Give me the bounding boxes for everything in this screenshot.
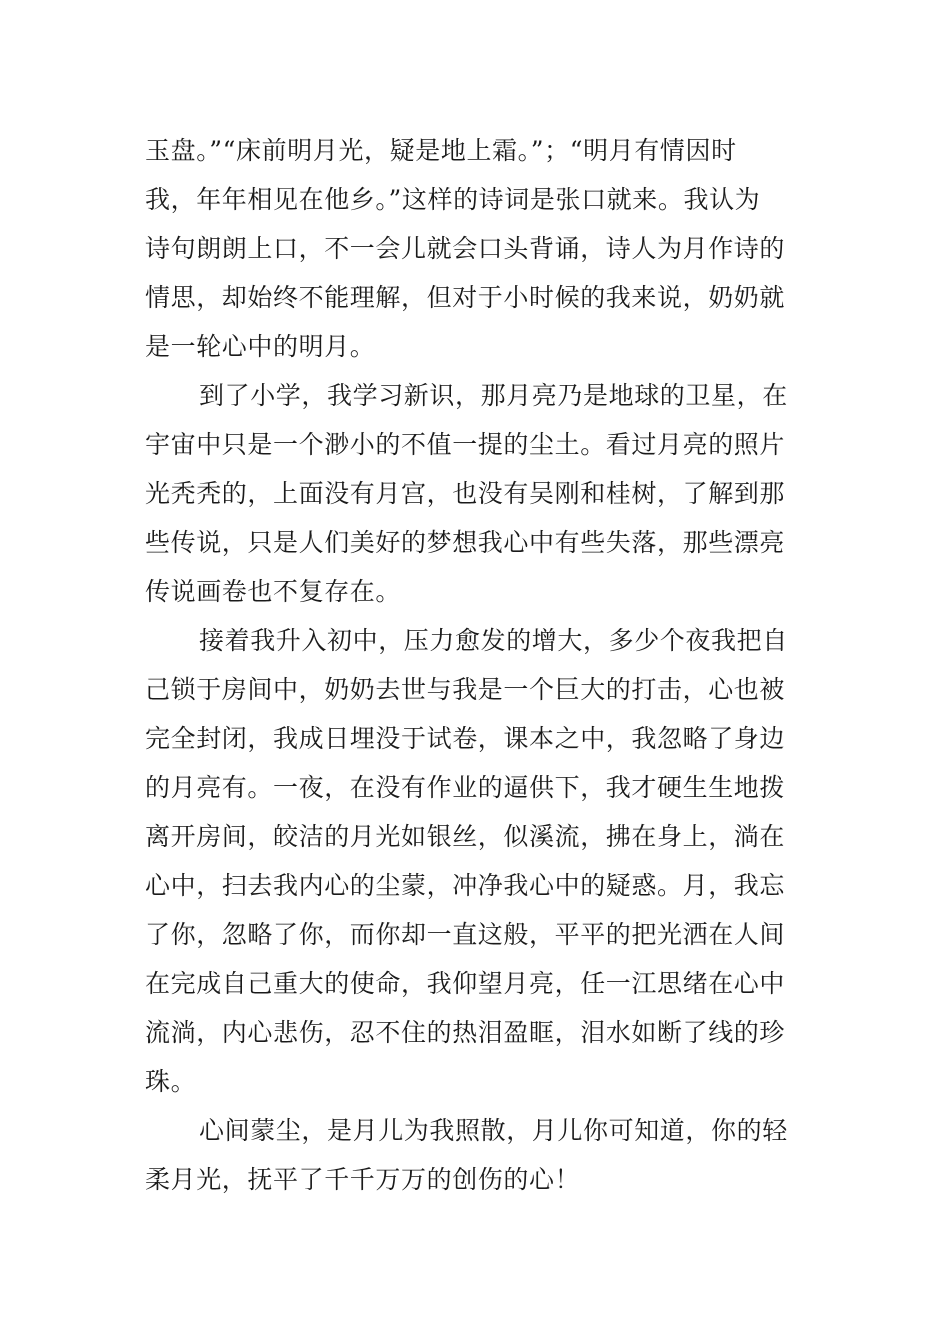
paragraph [145,126,807,371]
text-line: 光秃秃的，上面没有月宫，也没有吴刚和桂树，了解到那 [145,479,786,508]
text-line: 离开房间，皎洁的月光如银丝，似溪流，拂在身上，淌在 [145,822,786,851]
text-line: 了你，忽略了你，而你却一直这般，平平的把光洒在人间 [145,920,786,949]
text-line: 些传说，只是人们美好的梦想我心中有些失落，那些漂亮 [145,528,786,557]
paragraph [145,616,807,1106]
text-line: 我，年年相见在他乡。”这样的诗词是张口就来。我认为 [145,185,761,214]
paragraph [145,371,807,616]
text-line: 到了小学，我学习新识，那月亮乃是地球的卫星，在 [199,381,788,410]
paragraph [145,1106,807,1204]
text-line: 珠。 [145,1067,197,1096]
text-line: 传说画卷也不复存在。 [145,577,402,606]
text-line: 柔月光，抚平了千千万万的创伤的心！ [145,1165,581,1194]
text-line: 诗句朗朗上口，不一会儿就会口头背诵，诗人为月作诗的 [145,234,786,263]
text-line: 心中，扫去我内心的尘蒙，冲净我心中的疑惑。月，我忘 [145,871,786,900]
text-line: 的月亮有。一夜，在没有作业的逼供下，我才硬生生地拨 [145,773,786,802]
text-line: 情思，却始终不能理解，但对于小时候的我来说，奶奶就 [145,283,786,312]
document-body [145,126,807,1204]
text-line: 完全封闭，我成日埋没于试卷，课本之中，我忽略了身边 [145,724,786,753]
text-line: 流淌，内心悲伤，忍不住的热泪盈眶，泪水如断了线的珍 [145,1018,786,1047]
text-line: 是一轮心中的明月。 [145,332,376,361]
text-line: 己锁于房间中，奶奶去世与我是一个巨大的打击，心也被 [145,675,786,704]
text-line: 玉盘。”“床前明月光，疑是地上霜。”；“明月有情因时 [145,136,737,165]
text-line: 宇宙中只是一个渺小的不值一提的尘土。看过月亮的照片 [145,430,786,459]
text-line: 在完成自己重大的使命，我仰望月亮，任一江思绪在心中 [145,969,786,998]
text-line: 接着我升入初中，压力愈发的增大，多少个夜我把自 [199,626,788,655]
text-line: 心间蒙尘，是月儿为我照散，月儿你可知道，你的轻 [199,1116,788,1145]
